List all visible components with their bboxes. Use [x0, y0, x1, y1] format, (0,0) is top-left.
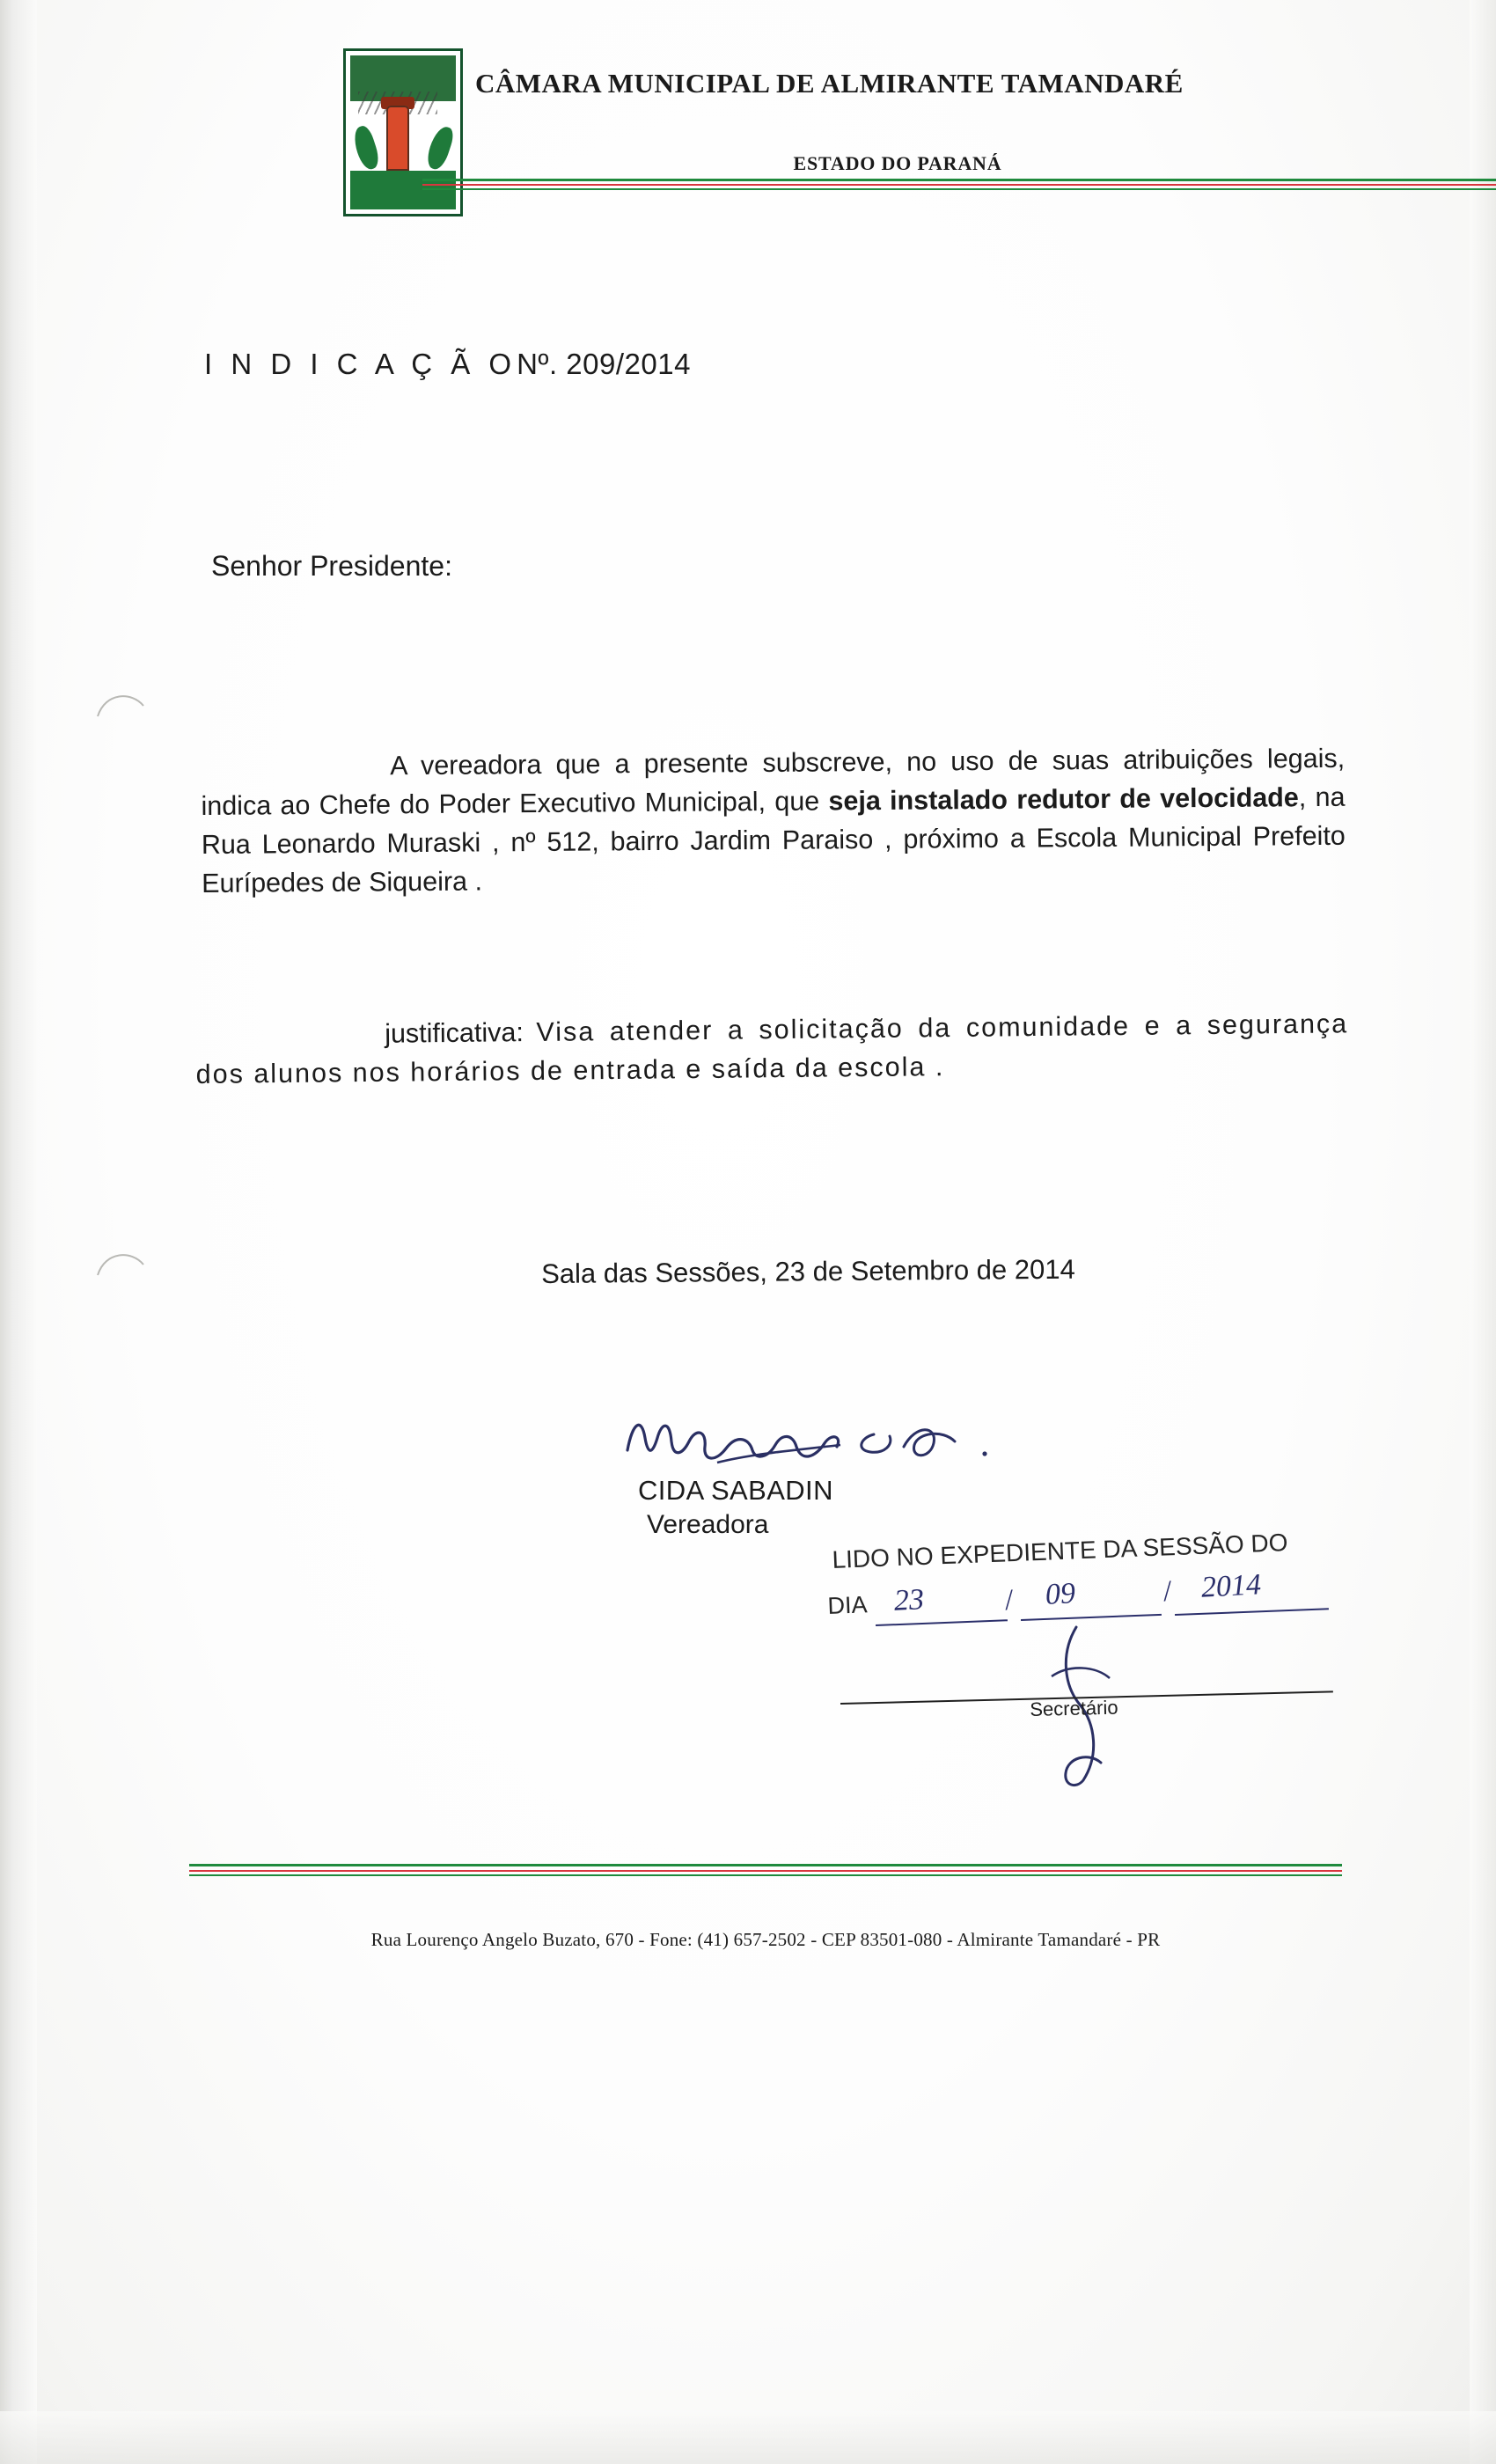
receipt-year-value: 2014: [1200, 1568, 1262, 1604]
header-state-name: ESTADO DO PARANÁ: [793, 152, 1002, 174]
paragraph-2-text: Visa atender a solicitação da comunidade e a segurança dos alunos nos horários de entrada e saída da escola .: [195, 1008, 1349, 1089]
signature-handwriting-icon: [620, 1399, 1008, 1478]
place-and-date: Sala das Sessões, 23 de Setembro de 2014: [541, 1253, 1075, 1289]
document-title: [204, 348, 691, 381]
signatory-role: Vereadora: [647, 1510, 769, 1539]
paragraph-1-text-part-2: , na Rua Leonardo Muraski , nº 512, bairro Jardim Paraiso , próximo a Escola Municipal Prefeito Eurípedes de Siqueira .: [201, 781, 1346, 898]
header-institution-name: CÂMARA MUNICIPAL DE ALMIRANTE TAMANDARÉ: [475, 68, 1184, 99]
document-title-label: I N D I C A Ç Ã O: [204, 348, 517, 380]
header-rule-red: [422, 184, 1496, 186]
coat-of-arms-icon: [343, 48, 463, 216]
scan-edge-right: [1470, 0, 1496, 2464]
paragraph-1-text-part-1: A vereadora que a presente subscreve, no uso de suas atribuições legais, indica ao Chefe do Poder Executivo Municipal, que: [201, 743, 1346, 821]
document-title-number-prefix: Nº.: [517, 348, 558, 380]
receipt-day-underline: [876, 1619, 1008, 1626]
scan-artifact-mark: [95, 686, 148, 722]
paragraph-1-emphasis: seja instalado redutor de velocidade: [828, 782, 1299, 817]
header-rule-green-2: [422, 188, 1496, 190]
document-title-number: 209/2014: [566, 348, 691, 380]
receipt-month-underline: [1021, 1614, 1162, 1621]
receipt-stamp-line: LIDO NO EXPEDIENTE DA SESSÃO DO: [832, 1529, 1288, 1573]
scan-artifact-mark: [95, 1245, 148, 1280]
secretary-label: Secretário: [1030, 1696, 1118, 1720]
receipt-year-underline: [1175, 1608, 1329, 1616]
body-paragraph-1: [201, 739, 1346, 903]
receipt-separator-2: /: [1162, 1574, 1173, 1609]
signatory-name: CIDA SABADIN: [638, 1475, 833, 1506]
receipt-separator-1: /: [1004, 1583, 1015, 1617]
footer-rule-green: [189, 1864, 1342, 1866]
body-paragraph-2: [195, 1004, 1349, 1094]
footer-rule-green-2: [189, 1874, 1342, 1876]
header-rule-green: [422, 179, 1496, 181]
footer-rule-red: [189, 1870, 1342, 1872]
scan-edge-bottom: [0, 2411, 1496, 2464]
scan-edge-left: [0, 0, 37, 2464]
receipt-day-value: 23: [893, 1583, 925, 1617]
receipt-day-label: DIA: [827, 1591, 869, 1619]
document-header: [185, 48, 1329, 238]
paragraph-2-label: justificativa:: [385, 1017, 524, 1049]
salutation: Senhor Presidente:: [211, 550, 452, 582]
receipt-month-value: 09: [1045, 1577, 1076, 1611]
footer-address: Rua Lourenço Angelo Buzato, 670 - Fone: (41) 657-2502 - CEP 83501-080 - Almirante Tamandaré - PR: [370, 1929, 1161, 1950]
